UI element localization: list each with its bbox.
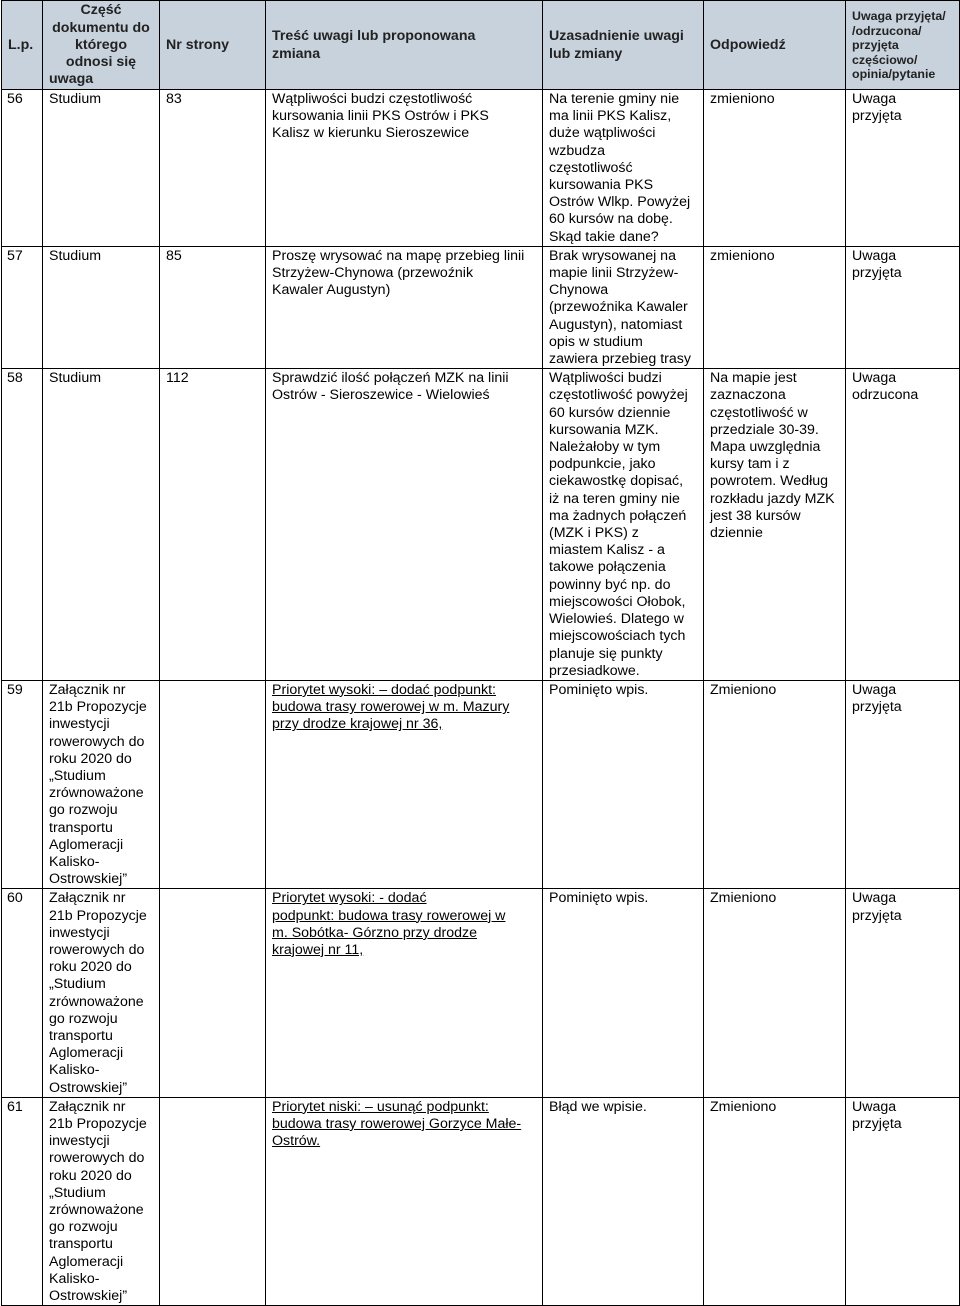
cell-reason-line: Skąd takie dane? — [549, 228, 659, 245]
cell-page-text: 85 — [166, 247, 182, 264]
cell-part-line: Ostrowskiej” — [49, 1288, 128, 1305]
cell-lp-text: 57 — [7, 247, 23, 264]
cell-reason-line: mapie linii Strzyżew- — [549, 265, 679, 282]
cell-part — [43, 246, 160, 368]
header-row — [2, 1, 960, 90]
cell-part-line: roku 2020 do — [49, 750, 132, 767]
table-row — [2, 246, 960, 368]
cell-content-line: Kawaler Augustyn) — [272, 282, 391, 299]
cell-page — [160, 369, 266, 681]
cell-part — [43, 680, 160, 888]
cell-status-line: Uwaga — [852, 1098, 897, 1115]
cell-part — [43, 90, 160, 247]
cell-reason-line: miejscowościach tych — [549, 628, 686, 645]
cell-content-line: Priorytet wysoki: – dodać podpunkt: — [272, 681, 496, 698]
header-status — [846, 1, 960, 90]
cell-status — [846, 90, 960, 247]
cell-reason-line: kursowania PKS — [549, 177, 654, 194]
cell-part-line: „Studium — [49, 1184, 106, 1201]
cell-part-line: go rozwoju — [49, 802, 118, 819]
cell-reason-line: ma linii PKS Kalisz, — [549, 108, 672, 125]
cell-part-line: Aglomeracji — [49, 836, 124, 853]
cell-reason-line: opis w studium — [549, 333, 643, 350]
cell-answer-line: rozkładu jazdy MZK — [710, 490, 835, 507]
cell-content-line: Priorytet niski: – usunąć podpunkt: — [272, 1098, 489, 1115]
header-lp: L.p. — [2, 1, 43, 90]
cell-lp-text: 58 — [7, 370, 23, 387]
cell-reason — [543, 90, 704, 247]
cell-part-line: Studium — [49, 370, 102, 387]
header-content-line: zmiana — [272, 45, 321, 62]
cell-reason-line: 60 kursów na dobę. — [549, 211, 673, 228]
cell-reason-line: 60 kursów dziennie — [549, 404, 671, 421]
cell-reason-line: zawiera przebieg trasy — [549, 351, 691, 368]
header-status-line: częściowo/ — [852, 52, 918, 67]
cell-reason-line: ciekawostkę dopisać, — [549, 473, 684, 490]
header-page: Nr strony — [160, 1, 266, 90]
cell-status-line: przyjęta — [852, 1115, 902, 1132]
cell-answer-line: Zmieniono — [710, 681, 777, 698]
table-row — [2, 889, 960, 1097]
cell-part — [43, 889, 160, 1097]
cell-status-line: przyjęta — [852, 699, 902, 716]
cell-reason-line: Pominięto wpis. — [549, 681, 649, 698]
cell-part-line: roku 2020 do — [49, 959, 132, 976]
cell-reason-line: wzbudza — [549, 142, 605, 159]
cell-status-line: przyjęta — [852, 108, 902, 125]
cell-lp-text: 60 — [7, 890, 23, 907]
cell-part-line: Ostrowskiej” — [49, 1079, 128, 1096]
cell-part — [43, 369, 160, 681]
cell-reason — [543, 1097, 704, 1305]
cell-reason — [543, 369, 704, 681]
cell-part-line: 21b Propozycje — [49, 699, 147, 716]
cell-reason-line: planuje się punkty — [549, 645, 663, 662]
cell-part-line: zrównoważone — [49, 993, 144, 1010]
cell-reason-line: Pominięto wpis. — [549, 890, 649, 907]
cell-status-line: Uwaga — [852, 890, 897, 907]
cell-page-text: 83 — [166, 91, 182, 107]
cell-lp — [2, 90, 43, 247]
cell-part-line: Ostrowskiej” — [49, 871, 128, 888]
cell-part-line: Aglomeracji — [49, 1253, 124, 1270]
cell-answer — [704, 1097, 846, 1305]
cell-reason-line: Wielowieś. Dlatego w — [549, 611, 684, 628]
cell-lp-text: 61 — [7, 1098, 23, 1115]
cell-part-line: Kalisko- — [49, 853, 100, 870]
cell-lp-text: 56 — [7, 91, 23, 107]
cell-status — [846, 369, 960, 681]
cell-reason — [543, 246, 704, 368]
cell-answer — [704, 680, 846, 888]
cell-content-line: przy drodze krajowej nr 36, — [272, 716, 443, 733]
cell-status-line: przyjęta — [852, 907, 902, 924]
cell-part-line: go rozwoju — [49, 1010, 118, 1027]
cell-reason-line: częstotliwość — [549, 159, 633, 176]
cell-part-line: transportu — [49, 819, 113, 836]
cell-reason-line: podpunkcie, jako — [549, 456, 656, 473]
cell-content-line: Strzyżew-Chynowa (przewoźnik — [272, 265, 474, 282]
cell-answer-line: powrotem. Według — [710, 473, 829, 490]
cell-content — [266, 246, 543, 368]
cell-reason — [543, 680, 704, 888]
comments-table — [1, 0, 960, 1306]
cell-content-line: Sprawdzić ilość połączeń MZK na linii — [272, 370, 509, 387]
cell-part-line: Kalisko- — [49, 1062, 100, 1079]
cell-answer-line: zaznaczona — [710, 387, 786, 404]
cell-lp — [2, 369, 43, 681]
cell-reason — [543, 889, 704, 1097]
cell-reason-line: (MZK i PKS) z — [549, 525, 639, 542]
cell-part-line: Kalisko- — [49, 1270, 100, 1287]
cell-answer-line: Mapa uwzględnia — [710, 439, 821, 456]
cell-part-line: rowerowych do — [49, 941, 145, 958]
cell-answer-line: Zmieniono — [710, 890, 777, 907]
cell-status-line: odrzucona — [852, 387, 919, 404]
table-body — [2, 90, 960, 1306]
cell-content-line: kursowania linii PKS Ostrów i PKS — [272, 108, 489, 125]
cell-part-line: zrównoważone — [49, 1202, 144, 1218]
cell-lp — [2, 889, 43, 1097]
table-row — [2, 1097, 960, 1305]
cell-lp — [2, 1097, 43, 1305]
header-part — [43, 1, 160, 90]
cell-reason-line: Na terenie gminy nie — [549, 91, 680, 107]
cell-part-line: Załącznik nr — [49, 890, 126, 907]
cell-status-line: Uwaga — [852, 247, 897, 264]
cell-reason-line: takowe połączenia — [549, 559, 666, 576]
cell-part-line: transportu — [49, 1027, 113, 1044]
header-status-line: opinia/pytanie — [852, 67, 936, 82]
cell-part-line: Aglomeracji — [49, 1045, 124, 1062]
header-reason-line: Uzasadnienie uwagi — [549, 28, 684, 45]
cell-content — [266, 889, 543, 1097]
cell-status — [846, 889, 960, 1097]
cell-reason-line: Błąd we wpisie. — [549, 1098, 647, 1115]
cell-part-line: inwestycji — [49, 924, 110, 941]
cell-reason-line: przesiadkowe. — [549, 662, 640, 679]
header-part-line: którego — [74, 36, 128, 53]
cell-reason-line: duże wątpliwości — [549, 125, 656, 142]
header-part-line: odnosi się — [65, 54, 137, 71]
cell-answer-line: zmieniono — [710, 247, 775, 264]
cell-status-line: przyjęta — [852, 265, 902, 282]
cell-part-line: rowerowych do — [49, 1150, 145, 1167]
header-answer: Odpowiedź — [704, 1, 846, 90]
cell-page — [160, 1097, 266, 1305]
table-row — [2, 90, 960, 247]
header-status-line: przyjęta — [852, 38, 899, 53]
cell-content-line: Ostrów. — [272, 1133, 321, 1150]
cell-status — [846, 680, 960, 888]
cell-part-line: rowerowych do — [49, 733, 145, 750]
header-reason-line: lub zmiany — [549, 45, 623, 62]
cell-reason-line: ma żadnych połączeń — [549, 507, 687, 524]
cell-status — [846, 246, 960, 368]
cell-lp — [2, 680, 43, 888]
cell-content-line: budowa trasy rowerowej Gorzyce Małe- — [272, 1115, 522, 1132]
cell-answer-line: dziennie — [710, 525, 763, 542]
table-row — [2, 369, 960, 681]
cell-content — [266, 90, 543, 247]
cell-answer-line: kursy tam i z — [710, 456, 790, 473]
header-part-line: Część — [80, 2, 122, 19]
cell-content-line: Proszę wrysować na mapę przebieg linii — [272, 247, 525, 264]
cell-answer — [704, 90, 846, 247]
cell-part-line: 21b Propozycje — [49, 907, 147, 924]
cell-part-line: inwestycji — [49, 1133, 110, 1150]
header-part-line: uwaga — [49, 71, 94, 88]
cell-page — [160, 680, 266, 888]
cell-content — [266, 369, 543, 681]
header-reason — [543, 1, 704, 90]
cell-answer-line: częstotliwość w — [710, 404, 808, 421]
cell-page — [160, 90, 266, 247]
cell-part-line: go rozwoju — [49, 1219, 118, 1236]
cell-content-line: Kalisz w kierunku Sieroszewice — [272, 125, 470, 142]
cell-answer-line: jest 38 kursów — [710, 507, 801, 524]
cell-reason-line: Ostrów Wlkp. Powyżej — [549, 194, 691, 211]
header-status-line: /odrzucona/ — [852, 23, 922, 38]
cell-reason-line: (przewoźnika Kawaler — [549, 299, 688, 316]
cell-part-line: Załącznik nr — [49, 681, 126, 698]
cell-lp — [2, 246, 43, 368]
cell-content-line: krajowej nr 11, — [272, 941, 364, 958]
cell-part — [43, 1097, 160, 1305]
cell-part-line: roku 2020 do — [49, 1167, 132, 1184]
cell-content — [266, 680, 543, 888]
cell-reason-line: częstotliwość powyżej — [549, 387, 688, 404]
cell-part-line: Studium — [49, 91, 102, 107]
cell-reason-line: miejscowości Ołobok, — [549, 593, 686, 610]
cell-content-line: Priorytet wysoki: - dodać — [272, 890, 427, 907]
cell-reason-line: Brak wrysowanej na — [549, 247, 676, 264]
cell-status-line: Uwaga — [852, 681, 897, 698]
cell-reason-line: powinny być np. do — [549, 576, 671, 593]
cell-status-line: Uwaga — [852, 370, 897, 387]
cell-part-line: zrównoważone — [49, 785, 144, 802]
cell-reason-line: Augustyn), natomiast — [549, 316, 683, 333]
cell-content-line: Wątpliwości budzi częstotliwość — [272, 91, 473, 107]
table-row — [2, 680, 960, 888]
cell-part-line: inwestycji — [49, 716, 110, 733]
cell-content-line: podpunkt: budowa trasy rowerowej w — [272, 907, 506, 924]
cell-answer-line: zmieniono — [710, 91, 775, 107]
cell-content-line: budowa trasy rowerowej w m. Mazury — [272, 699, 510, 716]
cell-reason-line: iż na teren gminy nie — [549, 490, 680, 507]
cell-status — [846, 1097, 960, 1305]
cell-status-line: Uwaga — [852, 91, 897, 107]
cell-part-line: „Studium — [49, 976, 106, 993]
cell-page — [160, 246, 266, 368]
cell-content-line: m. Sobótka- Górzno przy drodze — [272, 924, 478, 941]
cell-page — [160, 889, 266, 1097]
cell-answer-line: Na mapie jest — [710, 370, 797, 387]
cell-lp-text: 59 — [7, 681, 23, 698]
cell-content-line: Ostrów - Sieroszewice - Wielowieś — [272, 387, 490, 404]
cell-part-line: Studium — [49, 247, 102, 264]
cell-page-text: 112 — [166, 370, 189, 387]
cell-answer — [704, 369, 846, 681]
header-content — [266, 1, 543, 90]
cell-reason-line: Należałoby w tym — [549, 439, 661, 456]
cell-reason-line: Chynowa — [549, 282, 609, 299]
cell-content — [266, 1097, 543, 1305]
cell-answer — [704, 889, 846, 1097]
header-part-line: dokumentu do — [52, 19, 150, 36]
cell-part-line: Załącznik nr — [49, 1098, 126, 1115]
cell-part-line: transportu — [49, 1236, 113, 1253]
cell-part-line: 21b Propozycje — [49, 1115, 147, 1132]
cell-answer-line: przedziale 30-39. — [710, 421, 819, 438]
header-content-line: Treść uwagi lub proponowana — [272, 28, 476, 45]
header-status-line: Uwaga przyjęta/ — [852, 9, 946, 24]
cell-reason-line: miastem Kalisz - a — [549, 542, 665, 559]
cell-answer — [704, 246, 846, 368]
cell-answer-line: Zmieniono — [710, 1098, 777, 1115]
cell-reason-line: Wątpliwości budzi — [549, 370, 662, 387]
cell-part-line: „Studium — [49, 767, 106, 784]
cell-reason-line: kursowania MZK. — [549, 421, 659, 438]
